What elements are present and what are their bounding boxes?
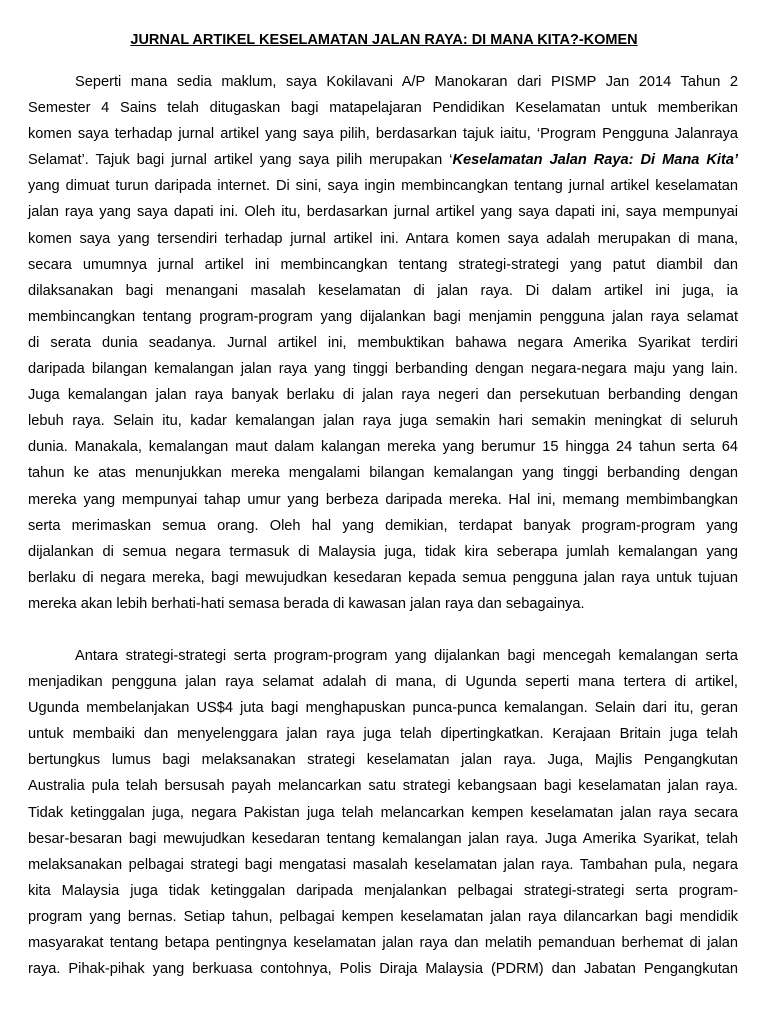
line-text: Selamat’. Tajuk bagi jurnal artikel yang saya pilih merupakan ‘ <box>28 152 453 169</box>
paragraph-line: yang dimuat turun daripada internet. Di sini, saya ingin membincangkan tentang jurnal artikel keselamatan <box>28 178 738 195</box>
paragraph-line: Seperti mana sedia maklum, saya Kokilavani A/P Manokaran dari PISMP Jan 2014 Tahun 2 <box>75 74 738 90</box>
paragraph-line: melaksanakan pelbagai strategi bagi mengatasi masalah keselamatan jalan raya. Tambahan pula, negara <box>28 856 738 873</box>
paragraph-line: dijalankan di semua negara termasuk di Malaysia juga, tidak kira seberapa jumlah kemalangan yang <box>28 543 738 560</box>
paragraph-line: jalan raya yang saya dapati ini. Oleh itu, berdasarkan jurnal artikel yang saya dapati ini, saya mempunyai <box>28 204 738 221</box>
paragraph-line: dunia. Manakala, kemalangan maut dalam kalangan mereka yang berumur 15 hingga 24 tahun serta 64 <box>28 439 738 456</box>
paragraph-line-with-emphasis <box>28 147 738 173</box>
paragraph-line: program yang bernas. Setiap tahun, pelbagai kempen keselamatan jalan raya dilancarkan bagi mendidik <box>28 908 738 925</box>
paragraph-line: besar-besaran bagi mewujudkan kesedaran tentang kemalangan jalan raya. Juga Amerika Syarikat, telah <box>28 830 738 847</box>
paragraph-line: dilaksanakan bagi menangani masalah keselamatan di jalan raya. Di dalam artikel ini juga, ia <box>28 282 738 299</box>
article-title-emphasis: Keselamatan Jalan Raya: Di Mana Kita’ <box>452 152 739 169</box>
document-title: JURNAL ARTIKEL KESELAMATAN JALAN RAYA: DI MANA KITA?-KOMEN <box>130 32 638 48</box>
paragraph-line: raya. Pihak-pihak yang berkuasa contohnya, Polis Diraja Malaysia (PDRM) dan Jabatan Pengangkutan <box>28 961 738 978</box>
paragraph-line: Tidak ketinggalan juga, negara Pakistan juga telah melancarkan kempen keselamatan jalan raya secara <box>28 804 738 821</box>
paragraph-line: secara umumnya jurnal artikel ini membincangkan tentang strategi-strategi yang patut diambil dan <box>28 256 738 273</box>
paragraph-1 <box>28 69 738 617</box>
paragraph-line: membincangkan tentang program-program yang dijalankan bagi menjamin pengguna jalan raya selamat <box>28 308 738 325</box>
paragraph-line: di serata dunia seadanya. Jurnal artikel ini, membuktikan bahawa negara Amerika Syarikat terdiri <box>28 334 738 351</box>
paragraph-line: untuk membaiki dan menyelenggara jalan raya juga telah dipertingkatkan. Kerajaan Britain juga telah <box>28 726 738 743</box>
paragraph-line: serta merimaskan semua orang. Oleh hal yang demikian, terdapat banyak program-program yang <box>28 517 738 534</box>
paragraph-line: menjadikan pengguna jalan raya selamat adalah di mana, di Ugunda seperti mana tertera di artikel, <box>28 674 738 691</box>
paragraph-line: lebuh raya. Selain itu, kadar kemalangan jalan raya juga semakin hari semakin meningkat di seluruh <box>28 413 738 430</box>
paragraph-line: kita Malaysia juga tidak ketinggalan daripada menjalankan pelbagai strategi-strategi serta program- <box>28 882 738 899</box>
paragraph-line: Juga kemalangan jalan raya banyak berlaku di jalan raya negeri dan persekutuan berbanding dengan <box>28 387 738 404</box>
paragraph-line: mereka yang mempunyai tahap umur yang berbeza daripada mereka. Hal ini, memang membimbangkan <box>28 491 738 508</box>
paragraph-line: daripada bilangan kemalangan jalan raya yang tinggi berbanding dengan negara-negara maju yang lain. <box>28 361 738 378</box>
paragraph-line: Semester 4 Sains telah ditugaskan bagi matapelajaran Pendidikan Keselamatan untuk memberikan <box>28 100 738 117</box>
paragraph-line: komen saya terhadap jurnal artikel yang saya pilih, berdasarkan tajuk iaitu, ‘Program Pengguna Jalanraya <box>28 126 738 143</box>
paragraph-line: tahun ke atas menunjukkan mereka mengalami bilangan kemalangan yang tinggi berbanding dengan <box>28 465 738 482</box>
paragraph-line: Antara strategi-strategi serta program-program yang dijalankan bagi mencegah kemalangan serta <box>75 648 738 664</box>
paragraph-line: bertungkus lumus bagi melaksanakan strategi keselamatan jalan raya. Juga, Majlis Pengangkutan <box>28 752 738 769</box>
paragraph-2 <box>28 643 738 982</box>
paragraph-line: mereka akan lebih berhati-hati semasa berada di kawasan jalan raya dan sebagainya. <box>28 595 585 612</box>
paragraph-line: Australia pula telah bersusah payah melancarkan satu strategi kebangsaan bagi keselamatan jalan raya. <box>28 778 738 795</box>
paragraph-line: masyarakat tentang betapa pentingnya keselamatan jalan raya dan melatih pemanduan berhemat di jalan <box>28 935 738 952</box>
paragraph-line: berlaku di negara mereka, bagi mewujudkan kesedaran kepada semua pengguna jalan raya untuk tujuan <box>28 569 738 586</box>
paragraph-line: Ugunda membelanjakan US$4 juta bagi menghapuskan punca-punca kemalangan. Selain dari itu, geran <box>28 700 738 717</box>
paragraph-line: komen saya yang tersendiri terhadap jurnal artikel ini. Antara komen saya adalah merupakan di mana, <box>28 230 738 247</box>
